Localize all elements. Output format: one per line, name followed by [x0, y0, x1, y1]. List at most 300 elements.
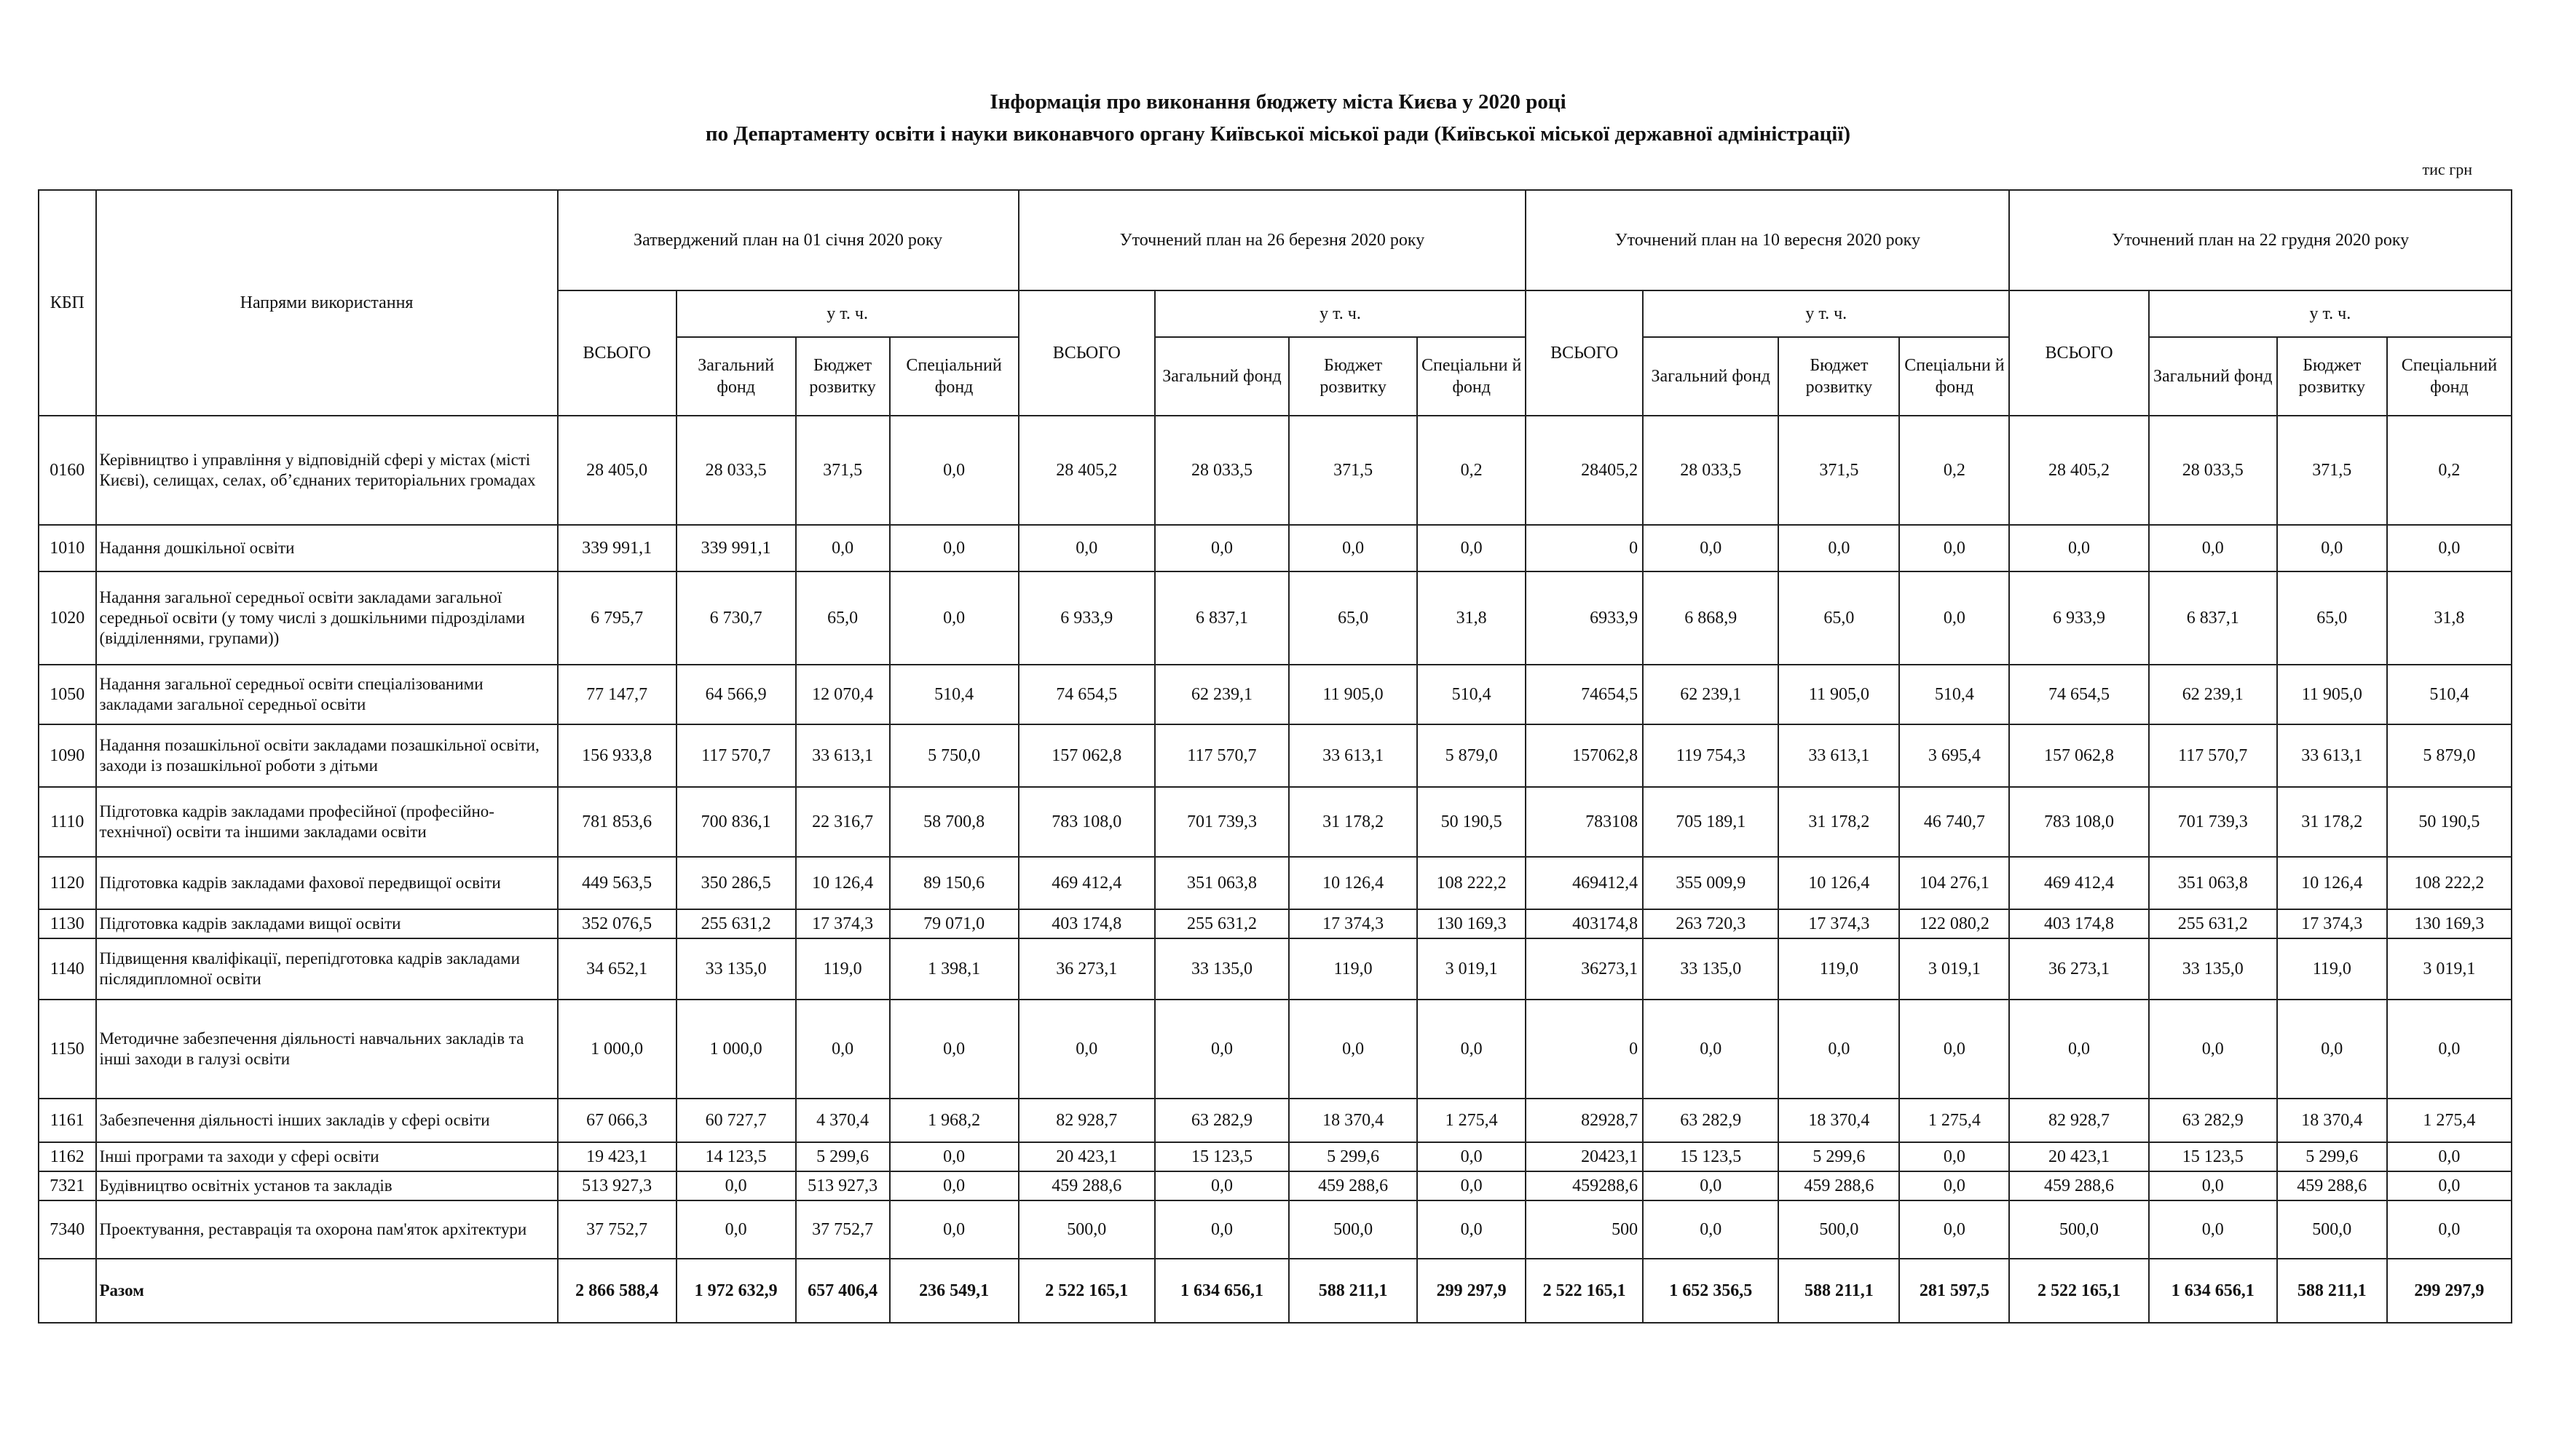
row-value-cell: 11 905,0 [1778, 665, 1899, 724]
row-value-cell: 36 273,1 [2009, 938, 2148, 1000]
row-value-cell: 19 423,1 [558, 1142, 677, 1171]
row-value-cell: 28 405,2 [2009, 416, 2148, 525]
table-row [39, 571, 2512, 665]
row-value-cell: 6 933,9 [1019, 571, 1155, 665]
row-value-cell: 64 566,9 [677, 665, 796, 724]
row-kbp-code: 1010 [39, 525, 96, 571]
row-value-cell: 157 062,8 [2009, 724, 2148, 787]
row-kbp-code: 1020 [39, 571, 96, 665]
document-subtitle: по Департаменту освіти і науки виконавчого органу Київської міської ради (Київської міської державної адміністрації) [705, 122, 1851, 146]
row-kbp-code: 1090 [39, 724, 96, 787]
row-value-cell: 510,4 [890, 665, 1019, 724]
col-total-header: ВСЬОГО [2009, 290, 2148, 416]
col-dev-budget-header: Бюджет розвитку [1289, 337, 1417, 416]
row-value-cell: 130 169,3 [2387, 909, 2512, 938]
row-value-cell: 0,2 [1417, 416, 1526, 525]
col-special-fund-header: Спеціальни й фонд [1417, 337, 1526, 416]
table-row [39, 665, 2512, 724]
row-value-cell: 36 273,1 [1019, 938, 1155, 1000]
row-value-cell: 459288,6 [1526, 1171, 1643, 1200]
row-value-cell: 0,0 [890, 416, 1019, 525]
row-direction-name: Будівництво освітніх установ та закладів [96, 1171, 558, 1200]
row-value-cell: 255 631,2 [677, 909, 796, 938]
row-value-cell: 37 752,7 [796, 1200, 890, 1259]
plan-header-mar: Уточнений план на 26 березня 2020 року [1019, 190, 1526, 290]
row-value-cell: 5 299,6 [1778, 1142, 1899, 1171]
row-value-cell: 0,0 [1289, 1000, 1417, 1099]
row-value-cell: 3 019,1 [2387, 938, 2512, 1000]
total-value-cell: 657 406,4 [796, 1259, 890, 1323]
row-value-cell: 700 836,1 [677, 787, 796, 857]
row-value-cell: 0,0 [796, 1000, 890, 1099]
row-value-cell: 67 066,3 [558, 1099, 677, 1142]
row-value-cell: 17 374,3 [796, 909, 890, 938]
row-value-cell: 339 991,1 [677, 525, 796, 571]
row-kbp-code: 1161 [39, 1099, 96, 1142]
total-value-cell: 1 972 632,9 [677, 1259, 796, 1323]
row-direction-name: Підготовка кадрів закладами вищої освіти [96, 909, 558, 938]
row-value-cell: 119,0 [1778, 938, 1899, 1000]
budget-table [38, 189, 2512, 1324]
row-value-cell: 6 933,9 [2009, 571, 2148, 665]
row-value-cell: 350 286,5 [677, 857, 796, 909]
row-value-cell: 17 374,3 [2277, 909, 2387, 938]
row-value-cell: 0,0 [890, 1171, 1019, 1200]
col-total-header: ВСЬОГО [1526, 290, 1643, 416]
col-general-fund-header: Загальний фонд [1643, 337, 1778, 416]
row-direction-name: Надання загальної середньої освіти спеціалізованими закладами загальної середньої освіти [96, 665, 558, 724]
col-dev-budget-header: Бюджет розвитку [2277, 337, 2387, 416]
row-value-cell: 783 108,0 [2009, 787, 2148, 857]
row-value-cell: 5 879,0 [1417, 724, 1526, 787]
row-value-cell: 119,0 [2277, 938, 2387, 1000]
col-dev-budget-header: Бюджет розвитку [796, 337, 890, 416]
plan-header-sep: Уточнений план на 10 вересня 2020 року [1526, 190, 2009, 290]
row-value-cell: 1 398,1 [890, 938, 1019, 1000]
row-value-cell: 0,0 [890, 1142, 1019, 1171]
row-value-cell: 0,0 [2387, 1000, 2512, 1099]
row-value-cell: 0,0 [1289, 525, 1417, 571]
row-value-cell: 130 169,3 [1417, 909, 1526, 938]
row-value-cell: 117 570,7 [1155, 724, 1289, 787]
row-value-cell: 79 071,0 [890, 909, 1019, 938]
row-value-cell: 0,0 [2149, 1000, 2277, 1099]
table-row [39, 525, 2512, 571]
plan-header-jan: Затверджений план на 01 січня 2020 року [558, 190, 1019, 290]
table-row [39, 1000, 2512, 1099]
row-value-cell: 500,0 [1019, 1200, 1155, 1259]
row-value-cell: 6 795,7 [558, 571, 677, 665]
row-value-cell: 783 108,0 [1019, 787, 1155, 857]
row-value-cell: 3 019,1 [1417, 938, 1526, 1000]
col-special-fund-header: Спеціальни й фонд [1899, 337, 2009, 416]
row-value-cell: 104 276,1 [1899, 857, 2009, 909]
document-title: Інформація про виконання бюджету міста Києва у 2020 році [990, 90, 1566, 114]
row-value-cell: 15 123,5 [2149, 1142, 2277, 1171]
row-value-cell: 3 019,1 [1899, 938, 2009, 1000]
col-general-fund-header: Загальний фонд [2149, 337, 2277, 416]
row-value-cell: 62 239,1 [1643, 665, 1778, 724]
row-value-cell: 0,0 [1155, 525, 1289, 571]
row-value-cell: 12 070,4 [796, 665, 890, 724]
row-direction-name: Надання загальної середньої освіти закладами загальної середньої освіти (у тому числі з дошкільними підрозділами (відділеннями, групами)) [96, 571, 558, 665]
row-value-cell: 5 299,6 [796, 1142, 890, 1171]
row-value-cell: 31,8 [2387, 571, 2512, 665]
row-value-cell: 31 178,2 [1778, 787, 1899, 857]
row-kbp-code: 7340 [39, 1200, 96, 1259]
row-value-cell: 11 905,0 [1289, 665, 1417, 724]
row-value-cell: 469 412,4 [1019, 857, 1155, 909]
row-value-cell: 18 370,4 [1778, 1099, 1899, 1142]
row-value-cell: 65,0 [796, 571, 890, 665]
row-value-cell: 0,0 [1417, 1142, 1526, 1171]
row-value-cell: 74 654,5 [2009, 665, 2148, 724]
row-value-cell: 0,0 [1899, 1000, 2009, 1099]
row-value-cell: 0,0 [2387, 1142, 2512, 1171]
row-value-cell: 0,0 [2009, 525, 2148, 571]
table-body [39, 416, 2512, 1323]
row-kbp-code: 1130 [39, 909, 96, 938]
row-kbp-code: 1050 [39, 665, 96, 724]
table-row [39, 787, 2512, 857]
row-value-cell: 77 147,7 [558, 665, 677, 724]
row-value-cell: 459 288,6 [2277, 1171, 2387, 1200]
row-value-cell: 255 631,2 [1155, 909, 1289, 938]
row-value-cell: 500,0 [2277, 1200, 2387, 1259]
row-value-cell: 6 730,7 [677, 571, 796, 665]
row-value-cell: 0,0 [1417, 1171, 1526, 1200]
row-value-cell: 0,0 [1643, 525, 1778, 571]
row-value-cell: 0,0 [1155, 1171, 1289, 1200]
row-value-cell: 65,0 [1778, 571, 1899, 665]
table-row [39, 1200, 2512, 1259]
row-kbp-code: 0160 [39, 416, 96, 525]
row-value-cell: 781 853,6 [558, 787, 677, 857]
row-value-cell: 469412,4 [1526, 857, 1643, 909]
row-value-cell: 74 654,5 [1019, 665, 1155, 724]
row-value-cell: 701 739,3 [2149, 787, 2277, 857]
row-value-cell: 33 613,1 [1289, 724, 1417, 787]
row-value-cell: 510,4 [2387, 665, 2512, 724]
row-value-cell: 10 126,4 [1289, 857, 1417, 909]
row-value-cell: 60 727,7 [677, 1099, 796, 1142]
row-direction-name: Проектування, реставрація та охорона пам'яток архітектури [96, 1200, 558, 1259]
row-value-cell: 89 150,6 [890, 857, 1019, 909]
total-value-cell: 299 297,9 [1417, 1259, 1526, 1323]
row-value-cell: 0,0 [2277, 1000, 2387, 1099]
row-value-cell: 31 178,2 [2277, 787, 2387, 857]
document-title-block [0, 86, 2556, 150]
row-value-cell: 403 174,8 [1019, 909, 1155, 938]
row-value-cell: 82 928,7 [2009, 1099, 2148, 1142]
col-total-header: ВСЬОГО [1019, 290, 1155, 416]
row-value-cell: 0 [1526, 1000, 1643, 1099]
row-value-cell: 0,0 [1899, 1171, 2009, 1200]
row-value-cell: 3 695,4 [1899, 724, 2009, 787]
total-value-cell: 588 211,1 [1289, 1259, 1417, 1323]
row-value-cell: 4 370,4 [796, 1099, 890, 1142]
row-value-cell: 18 370,4 [1289, 1099, 1417, 1142]
row-value-cell: 0,0 [2009, 1000, 2148, 1099]
row-direction-name: Методичне забезпечення діяльності навчальних закладів та інші заходи в галузі освіти [96, 1000, 558, 1099]
total-value-cell: 588 211,1 [2277, 1259, 2387, 1323]
row-value-cell: 500,0 [2009, 1200, 2148, 1259]
incl-header: у т. ч. [677, 290, 1019, 337]
row-value-cell: 33 613,1 [1778, 724, 1899, 787]
row-kbp-code: 1162 [39, 1142, 96, 1171]
row-value-cell: 6 868,9 [1643, 571, 1778, 665]
row-value-cell: 0,0 [890, 1200, 1019, 1259]
row-value-cell: 0,0 [1899, 525, 2009, 571]
units-label: тис грн [2422, 160, 2472, 178]
row-value-cell: 403174,8 [1526, 909, 1643, 938]
row-value-cell: 5 879,0 [2387, 724, 2512, 787]
row-value-cell: 31,8 [1417, 571, 1526, 665]
plan-header-dec: Уточнений план на 22 грудня 2020 року [2009, 190, 2512, 290]
row-value-cell: 510,4 [1899, 665, 2009, 724]
row-value-cell: 63 282,9 [1643, 1099, 1778, 1142]
row-value-cell: 117 570,7 [677, 724, 796, 787]
row-direction-name: Підвищення кваліфікації, перепідготовка кадрів закладами післядипломної освіти [96, 938, 558, 1000]
row-value-cell: 0,0 [2149, 525, 2277, 571]
row-value-cell: 500,0 [1289, 1200, 1417, 1259]
row-value-cell: 0,0 [1899, 571, 2009, 665]
row-value-cell: 0,0 [1643, 1171, 1778, 1200]
row-value-cell: 783108 [1526, 787, 1643, 857]
row-value-cell: 50 190,5 [1417, 787, 1526, 857]
total-value-cell: 281 597,5 [1899, 1259, 2009, 1323]
row-value-cell: 33 613,1 [2277, 724, 2387, 787]
row-value-cell: 62 239,1 [2149, 665, 2277, 724]
table-row [39, 416, 2512, 525]
total-value-cell: 1 634 656,1 [1155, 1259, 1289, 1323]
row-value-cell: 351 063,8 [1155, 857, 1289, 909]
incl-header: у т. ч. [1643, 290, 2009, 337]
row-value-cell: 0,0 [1643, 1200, 1778, 1259]
col-special-fund-header: Спеціальний фонд [890, 337, 1019, 416]
row-value-cell: 1 968,2 [890, 1099, 1019, 1142]
row-value-cell: 28405,2 [1526, 416, 1643, 525]
row-value-cell: 37 752,7 [558, 1200, 677, 1259]
row-value-cell: 119,0 [1289, 938, 1417, 1000]
row-value-cell: 0,2 [1899, 416, 2009, 525]
row-direction-name: Інші програми та заходи у сфері освіти [96, 1142, 558, 1171]
total-value-cell: 2 522 165,1 [2009, 1259, 2148, 1323]
row-value-cell: 10 126,4 [796, 857, 890, 909]
row-value-cell: 31 178,2 [1289, 787, 1417, 857]
table-row [39, 1099, 2512, 1142]
row-value-cell: 82928,7 [1526, 1099, 1643, 1142]
row-value-cell: 0,0 [1899, 1200, 2009, 1259]
row-value-cell: 156 933,8 [558, 724, 677, 787]
row-value-cell: 5 299,6 [1289, 1142, 1417, 1171]
row-value-cell: 469 412,4 [2009, 857, 2148, 909]
total-value-cell: 1 652 356,5 [1643, 1259, 1778, 1323]
row-value-cell: 108 222,2 [2387, 857, 2512, 909]
total-value-cell: 1 634 656,1 [2149, 1259, 2277, 1323]
row-value-cell: 0,0 [1155, 1200, 1289, 1259]
row-value-cell: 0,0 [2387, 1200, 2512, 1259]
row-value-cell: 0,0 [2387, 525, 2512, 571]
row-value-cell: 513 927,3 [558, 1171, 677, 1200]
table-row [39, 938, 2512, 1000]
row-value-cell: 117 570,7 [2149, 724, 2277, 787]
row-value-cell: 0,0 [1778, 525, 1899, 571]
row-value-cell: 0,0 [1155, 1000, 1289, 1099]
row-value-cell: 34 652,1 [558, 938, 677, 1000]
row-value-cell: 20 423,1 [1019, 1142, 1155, 1171]
row-value-cell: 10 126,4 [2277, 857, 2387, 909]
row-value-cell: 82 928,7 [1019, 1099, 1155, 1142]
row-direction-name: Підготовка кадрів закладами професійної (професійно-технічної) освіти та іншими закладами освіти [96, 787, 558, 857]
row-value-cell: 1 000,0 [558, 1000, 677, 1099]
row-value-cell: 0,0 [1417, 525, 1526, 571]
row-value-cell: 351 063,8 [2149, 857, 2277, 909]
row-value-cell: 14 123,5 [677, 1142, 796, 1171]
row-value-cell: 11 905,0 [2277, 665, 2387, 724]
row-value-cell: 0,0 [2277, 525, 2387, 571]
row-value-cell: 33 135,0 [2149, 938, 2277, 1000]
row-value-cell: 28 033,5 [677, 416, 796, 525]
table-row [39, 909, 2512, 938]
row-value-cell: 5 750,0 [890, 724, 1019, 787]
total-kbp-empty [39, 1259, 96, 1323]
row-value-cell: 403 174,8 [2009, 909, 2148, 938]
row-value-cell: 459 288,6 [1019, 1171, 1155, 1200]
row-kbp-code: 1110 [39, 787, 96, 857]
row-value-cell: 46 740,7 [1899, 787, 2009, 857]
row-direction-name: Підготовка кадрів закладами фахової передвищої освіти [96, 857, 558, 909]
table-row [39, 857, 2512, 909]
row-value-cell: 28 033,5 [2149, 416, 2277, 525]
row-value-cell: 74654,5 [1526, 665, 1643, 724]
row-value-cell: 17 374,3 [1778, 909, 1899, 938]
row-value-cell: 33 613,1 [796, 724, 890, 787]
row-value-cell: 449 563,5 [558, 857, 677, 909]
row-value-cell: 15 123,5 [1643, 1142, 1778, 1171]
col-general-fund-header: Загальний фонд [677, 337, 796, 416]
row-value-cell: 108 222,2 [1417, 857, 1526, 909]
incl-header: у т. ч. [1155, 290, 1526, 337]
row-value-cell: 500,0 [1778, 1200, 1899, 1259]
row-value-cell: 20423,1 [1526, 1142, 1643, 1171]
row-value-cell: 1 275,4 [1417, 1099, 1526, 1142]
col-dev-budget-header: Бюджет розвитку [1778, 337, 1899, 416]
row-direction-name: Надання позашкільної освіти закладами позашкільної освіти, заходи із позашкільної роботи з дітьми [96, 724, 558, 787]
row-value-cell: 17 374,3 [1289, 909, 1417, 938]
row-value-cell: 65,0 [2277, 571, 2387, 665]
row-value-cell: 58 700,8 [890, 787, 1019, 857]
row-value-cell: 33 135,0 [1643, 938, 1778, 1000]
row-value-cell: 22 316,7 [796, 787, 890, 857]
row-kbp-code: 1140 [39, 938, 96, 1000]
row-value-cell: 0,0 [1778, 1000, 1899, 1099]
row-value-cell: 63 282,9 [2149, 1099, 2277, 1142]
row-value-cell: 50 190,5 [2387, 787, 2512, 857]
total-value-cell: 2 522 165,1 [1526, 1259, 1643, 1323]
row-value-cell: 0,0 [1643, 1000, 1778, 1099]
row-value-cell: 0,0 [890, 1000, 1019, 1099]
row-value-cell: 0,0 [2149, 1200, 2277, 1259]
row-value-cell: 0,0 [1899, 1142, 2009, 1171]
total-value-cell: 236 549,1 [890, 1259, 1019, 1323]
row-value-cell: 371,5 [796, 416, 890, 525]
row-value-cell: 371,5 [1289, 416, 1417, 525]
row-value-cell: 6933,9 [1526, 571, 1643, 665]
row-value-cell: 0,0 [2387, 1171, 2512, 1200]
row-value-cell: 0,0 [890, 571, 1019, 665]
row-value-cell: 119 754,3 [1643, 724, 1778, 787]
row-value-cell: 1 275,4 [2387, 1099, 2512, 1142]
row-value-cell: 0,0 [1417, 1200, 1526, 1259]
row-value-cell: 459 288,6 [2009, 1171, 2148, 1200]
row-value-cell: 371,5 [2277, 416, 2387, 525]
row-value-cell: 18 370,4 [2277, 1099, 2387, 1142]
row-value-cell: 263 720,3 [1643, 909, 1778, 938]
total-value-cell: 588 211,1 [1778, 1259, 1899, 1323]
row-value-cell: 500 [1526, 1200, 1643, 1259]
row-value-cell: 20 423,1 [2009, 1142, 2148, 1171]
row-value-cell: 157062,8 [1526, 724, 1643, 787]
table-row [39, 724, 2512, 787]
row-value-cell: 28 405,0 [558, 416, 677, 525]
row-value-cell: 33 135,0 [677, 938, 796, 1000]
row-value-cell: 0,2 [2387, 416, 2512, 525]
row-value-cell: 1 000,0 [677, 1000, 796, 1099]
row-value-cell: 36273,1 [1526, 938, 1643, 1000]
row-value-cell: 0,0 [1019, 525, 1155, 571]
row-value-cell: 355 009,9 [1643, 857, 1778, 909]
total-value-cell: 2 522 165,1 [1019, 1259, 1155, 1323]
row-kbp-code: 7321 [39, 1171, 96, 1200]
row-value-cell: 0,0 [1417, 1000, 1526, 1099]
row-value-cell: 0,0 [1019, 1000, 1155, 1099]
total-value-cell: 2 866 588,4 [558, 1259, 677, 1323]
table-row [39, 1171, 2512, 1200]
col-special-fund-header: Спеціальний фонд [2387, 337, 2512, 416]
row-value-cell: 62 239,1 [1155, 665, 1289, 724]
row-value-cell: 705 189,1 [1643, 787, 1778, 857]
row-value-cell: 65,0 [1289, 571, 1417, 665]
row-value-cell: 6 837,1 [1155, 571, 1289, 665]
row-kbp-code: 1150 [39, 1000, 96, 1099]
incl-header: у т. ч. [2149, 290, 2512, 337]
total-label: Разом [96, 1259, 558, 1323]
row-value-cell: 459 288,6 [1289, 1171, 1417, 1200]
row-value-cell: 371,5 [1778, 416, 1899, 525]
table-row [39, 1142, 2512, 1171]
row-value-cell: 701 739,3 [1155, 787, 1289, 857]
row-value-cell: 513 927,3 [796, 1171, 890, 1200]
row-value-cell: 63 282,9 [1155, 1099, 1289, 1142]
row-value-cell: 0,0 [796, 525, 890, 571]
row-value-cell: 28 033,5 [1643, 416, 1778, 525]
row-value-cell: 157 062,8 [1019, 724, 1155, 787]
row-kbp-code: 1120 [39, 857, 96, 909]
table-header [39, 190, 2512, 416]
row-value-cell: 0 [1526, 525, 1643, 571]
row-direction-name: Керівництво і управління у відповідній сфері у містах (місті Києві), селищах, селах, об’єднаних територіальних громадах [96, 416, 558, 525]
row-value-cell: 459 288,6 [1778, 1171, 1899, 1200]
col-general-fund-header: Загальний фонд [1155, 337, 1289, 416]
row-value-cell: 15 123,5 [1155, 1142, 1289, 1171]
row-value-cell: 0,0 [677, 1171, 796, 1200]
row-value-cell: 119,0 [796, 938, 890, 1000]
row-value-cell: 1 275,4 [1899, 1099, 2009, 1142]
col-directions-header: Напрями використання [96, 190, 558, 416]
row-value-cell: 0,0 [677, 1200, 796, 1259]
col-kbp-header: КБП [39, 190, 96, 416]
